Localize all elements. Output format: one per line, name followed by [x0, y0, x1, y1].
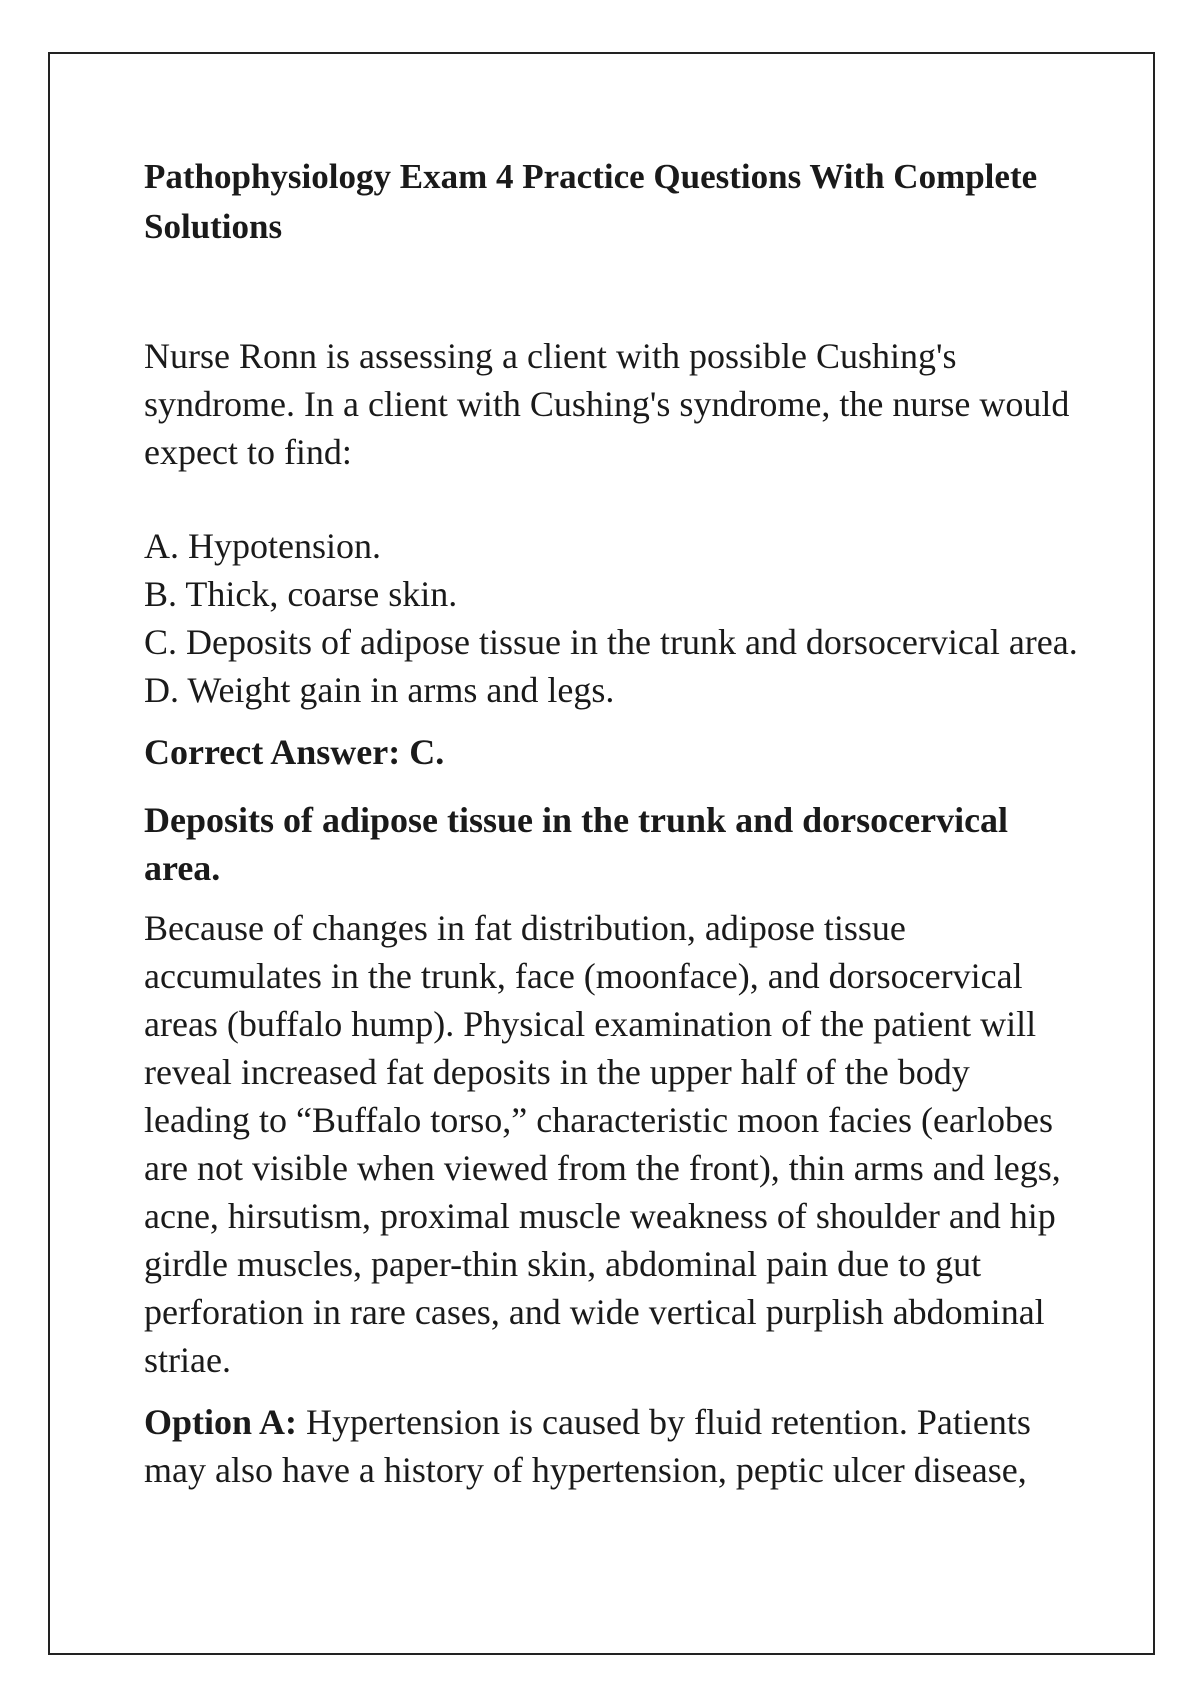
option-d: D. Weight gain in arms and legs.	[144, 670, 615, 710]
document-title: Pathophysiology Exam 4 Practice Questions With Complete Solutions	[144, 157, 1038, 246]
option-a-rationale-text: Hypertension is caused by fluid retention. Patients may also have a history of hypertension, peptic ulcer disease,	[144, 1402, 1031, 1490]
option-c: C. Deposits of adipose tissue in the trunk and dorsocervical area.	[144, 622, 1078, 662]
option-b: B. Thick, coarse skin.	[144, 574, 458, 614]
correct-answer-text: Deposits of adipose tissue in the trunk and dorsocervical area.	[144, 800, 1009, 888]
option-a-rationale	[144, 1398, 1064, 1494]
document-content	[144, 152, 1078, 1494]
option-a: A. Hypotension.	[144, 526, 381, 566]
correct-answer: Correct Answer: C.	[144, 732, 445, 772]
document-page	[48, 52, 1155, 1655]
option-a-label: Option A:	[144, 1402, 298, 1442]
question-text: Nurse Ronn is assessing a client with possible Cushing's syndrome. In a client with Cushing's syndrome, the nurse would expect to find:	[144, 336, 1070, 472]
options-list	[144, 522, 1104, 714]
explanation-paragraph: Because of changes in fat distribution, adipose tissue accumulates in the trunk, face (moonface), and dorsocervical areas (buffalo hump). Physical examination of the patient will reveal increased fat deposits in the upper half of the body leading to “Buffalo torso,” characteristic moon facies (earlobes are not visible when viewed from the front), thin arms and legs, acne, hirsutism, proximal muscle weakness of shoulder and hip girdle muscles, paper-thin skin, abdominal pain due to gut perforation in rare cases, and wide vertical purplish abdominal striae.	[144, 908, 1061, 1380]
